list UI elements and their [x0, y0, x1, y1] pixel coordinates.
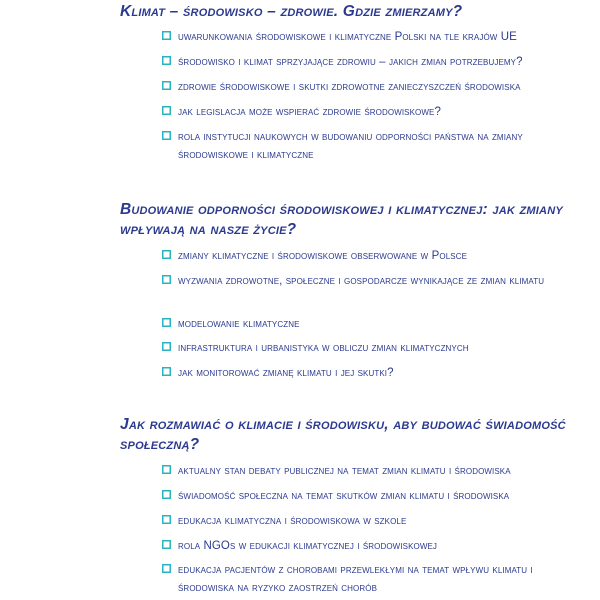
list-item-text: świadomość społeczna na temat skutków zmian klimatu i środowiska	[178, 490, 510, 502]
list-item-text: zdrowie środowiskowe i skutki zdrowotne zanieczyszczeń środowiska	[178, 81, 521, 93]
list-item-text: jak legislacja może wspierać zdrowie środowiskowe?	[178, 106, 441, 118]
hollow-square-bullet-icon	[162, 564, 171, 573]
hollow-square-bullet-icon	[162, 106, 171, 115]
list-item-text: środowisko i klimat sprzyjające zdrowiu – jakich zmian potrzebujemy?	[178, 56, 523, 68]
section-heading: Jak rozmawiać o klimacie i środowisku, aby budować świadomość społeczną?	[120, 416, 566, 453]
list-item-text: edukacja klimatyczna i środowiskowa w szkole	[178, 515, 407, 527]
list-item-text: aktualny stan debaty publicznej na temat zmian klimatu i środowiska	[178, 465, 511, 477]
hollow-square-bullet-icon	[162, 56, 171, 65]
list-item-text: zmiany klimatyczne i środowiskowe obserwowane w Polsce	[178, 250, 468, 262]
hollow-square-bullet-icon	[162, 515, 171, 524]
hollow-square-bullet-icon	[162, 250, 171, 259]
hollow-square-bullet-icon	[162, 81, 171, 90]
list-item-text: rola NGOs w edukacji klimatycznej i środowiskowej	[178, 540, 438, 552]
hollow-square-bullet-icon	[162, 318, 171, 327]
list-item-text: rola instytucji naukowych w budowaniu odporności państwa na zmiany środowiskowe i klimatyczne	[178, 131, 523, 161]
list-item-text: uwarunkowania środowiskowe i klimatyczne Polski na tle krajów UE	[178, 31, 517, 43]
section-heading: Klimat – środowisko – zdrowie. Gdzie zmierzamy?	[120, 3, 463, 20]
hollow-square-bullet-icon	[162, 540, 171, 549]
hollow-square-bullet-icon	[162, 465, 171, 474]
list-item-text: modelowanie klimatyczne	[178, 318, 300, 330]
section-heading: Budowanie odporności środowiskowej i klimatycznej: jak zmiany wpływają na nasze życie?	[120, 201, 563, 238]
list-item-text: jak monitorować zmianę klimatu i jej skutki?	[178, 367, 394, 379]
list-item-text: wyzwania zdrowotne, społeczne i gospodarcze wynikające ze zmian klimatu	[178, 275, 545, 287]
hollow-square-bullet-icon	[162, 275, 171, 284]
hollow-square-bullet-icon	[162, 342, 171, 351]
hollow-square-bullet-icon	[162, 367, 171, 376]
hollow-square-bullet-icon	[162, 490, 171, 499]
hollow-square-bullet-icon	[162, 131, 171, 140]
list-item-text: infrastruktura i urbanistyka w obliczu zmian klimatycznych	[178, 342, 469, 354]
hollow-square-bullet-icon	[162, 31, 171, 40]
list-item-text: edukacja pacjentów z chorobami przewlekłymi na temat wpływu klimatu i środowiska na ryzyko zaostrzeń chorób	[178, 564, 533, 594]
